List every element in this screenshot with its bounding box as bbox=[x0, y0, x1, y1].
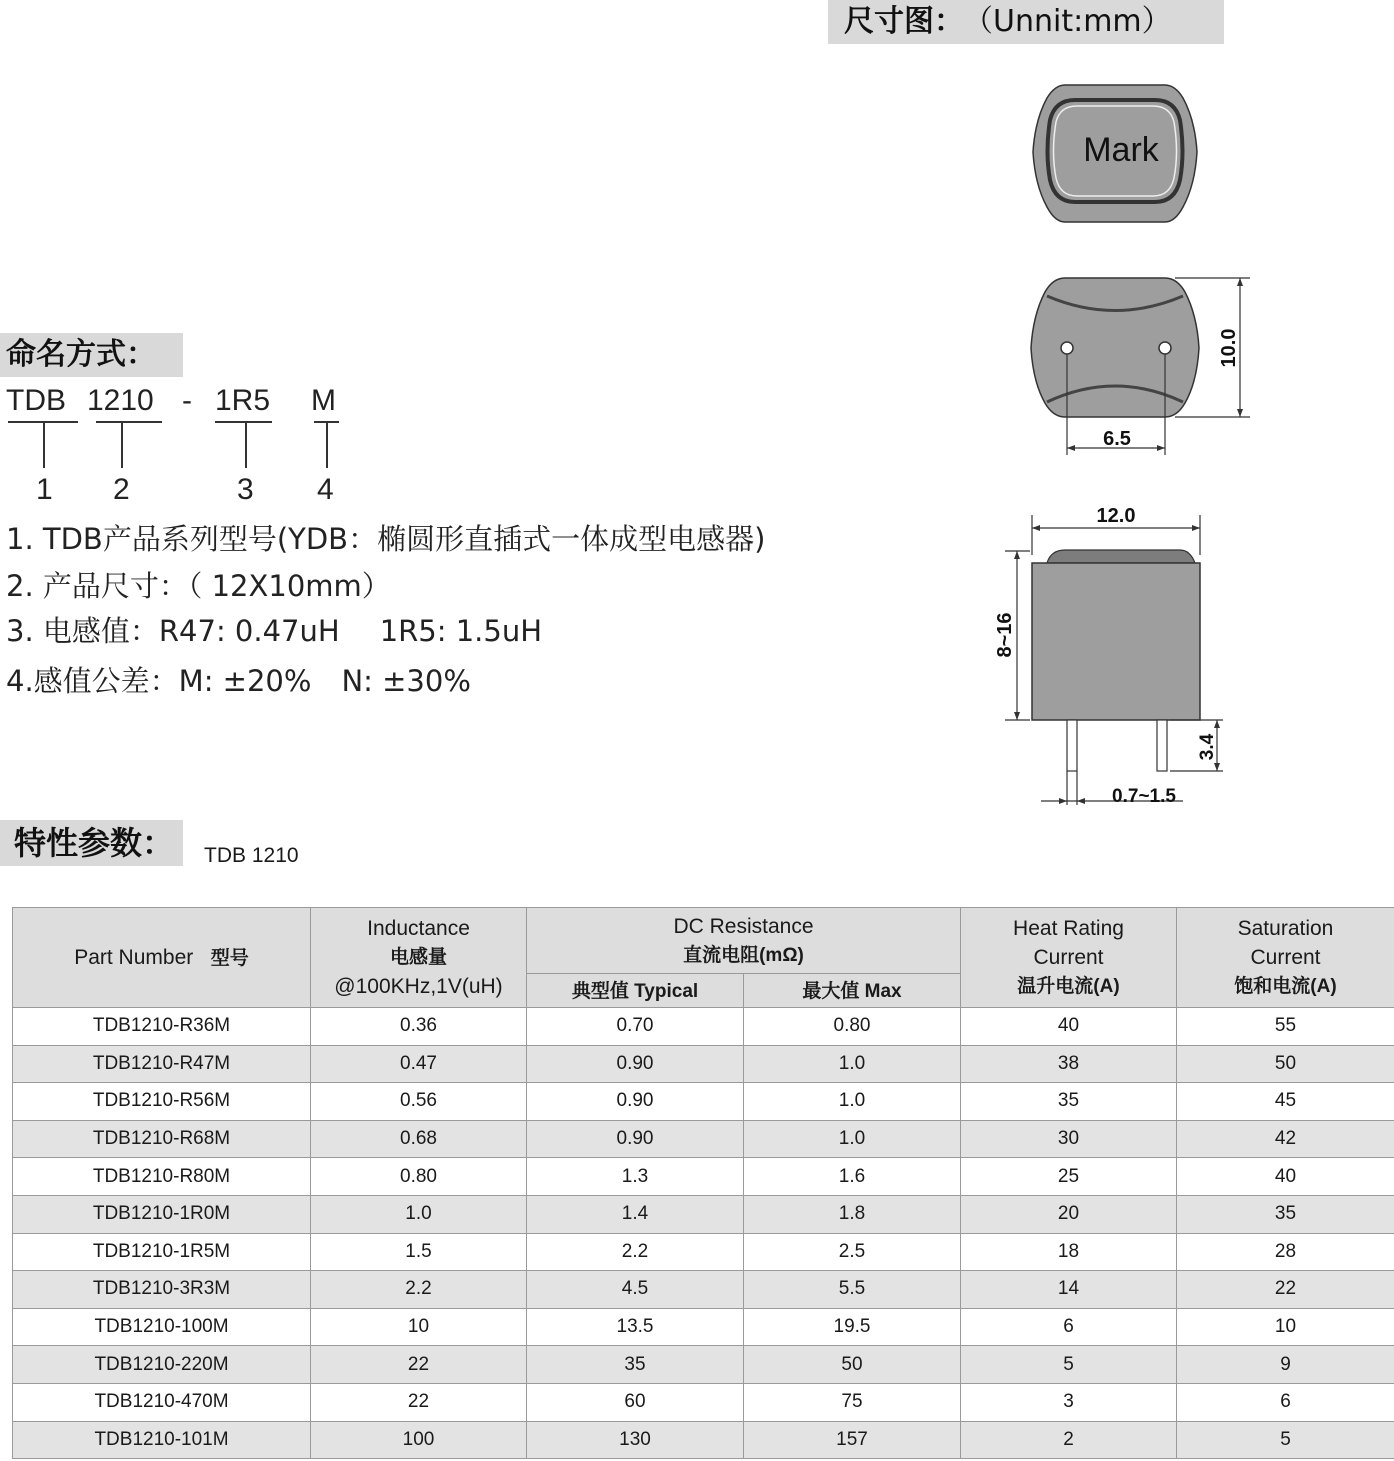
cell-dcr-typical: 4.5 bbox=[527, 1271, 744, 1309]
cell-heat-current: 2 bbox=[961, 1421, 1177, 1459]
naming-desc-3a: 3. 电感值：R47: 0.47uH bbox=[6, 614, 340, 648]
cell-part-number: TDB1210-3R3M bbox=[13, 1271, 311, 1309]
code-index-4: 4 bbox=[317, 473, 334, 506]
dimension-unit: （Unnit:mm） bbox=[978, 4, 1172, 39]
naming-desc-1: 1. TDB产品系列型号(YDB：椭圆形直插式一体成型电感器) bbox=[6, 522, 766, 556]
naming-header: 命名方式： bbox=[0, 333, 183, 377]
cell-dcr-max: 5.5 bbox=[744, 1271, 961, 1309]
col-heat-cn: 温升电流(A) bbox=[1017, 976, 1120, 997]
pin-spacing-value: 6.5 bbox=[1103, 428, 1131, 450]
spec-table-body bbox=[13, 1008, 1394, 1459]
col-inductance-cond: @100KHz,1V(uH) bbox=[334, 975, 503, 998]
cell-part-number: TDB1210-101M bbox=[13, 1421, 311, 1459]
cell-inductance: 10 bbox=[311, 1308, 527, 1346]
cell-dcr-typical: 13.5 bbox=[527, 1308, 744, 1346]
side-view-cap bbox=[1047, 550, 1195, 563]
col-part-number bbox=[13, 908, 311, 1008]
dimension-drawing-header bbox=[828, 0, 1224, 44]
col-saturation bbox=[1177, 908, 1394, 1008]
side-view-pin-left bbox=[1067, 720, 1077, 771]
table-row bbox=[13, 1045, 1394, 1083]
cell-heat-current: 18 bbox=[961, 1233, 1177, 1271]
naming-desc-4a: 4.感值公差：M: ±20% bbox=[6, 664, 312, 698]
cell-heat-current: 3 bbox=[961, 1383, 1177, 1421]
height-value: 10.0 bbox=[1218, 328, 1240, 368]
cell-saturation-current: 42 bbox=[1177, 1120, 1394, 1158]
side-view-pin-right bbox=[1157, 720, 1167, 771]
col-dcr-en: DC Resistance bbox=[673, 914, 814, 938]
cell-part-number: TDB1210-470M bbox=[13, 1383, 311, 1421]
cell-dcr-max: 1.0 bbox=[744, 1045, 961, 1083]
cell-inductance: 1.0 bbox=[311, 1195, 527, 1233]
table-row bbox=[13, 1195, 1394, 1233]
table-row bbox=[13, 1083, 1394, 1121]
cell-saturation-current: 9 bbox=[1177, 1346, 1394, 1384]
col-sat-en2: Current bbox=[1250, 946, 1321, 969]
col-part-number-en: Part Number bbox=[74, 945, 194, 969]
pin-hole-left bbox=[1061, 342, 1073, 354]
bottom-view-drawing bbox=[1025, 270, 1285, 470]
cell-dcr-typical: 0.90 bbox=[527, 1045, 744, 1083]
col-dcr-typical-label: 典型值 Typical bbox=[571, 980, 699, 1002]
body-height-value: 8~16 bbox=[994, 612, 1016, 658]
col-dc-resistance bbox=[527, 908, 961, 974]
col-heat-en2: Current bbox=[1033, 946, 1104, 969]
col-dcr-typical bbox=[527, 974, 744, 1008]
col-heat-en1: Heat Rating bbox=[1013, 917, 1124, 940]
naming-desc-2: 2. 产品尺寸：（ 12X10mm） bbox=[6, 569, 391, 603]
width-value: 12.0 bbox=[1096, 505, 1136, 527]
naming-desc-4b: N: ±30% bbox=[341, 664, 471, 698]
table-row bbox=[13, 1233, 1394, 1271]
col-sat-cn: 饱和电流(A) bbox=[1234, 976, 1337, 997]
table-row bbox=[13, 1421, 1394, 1459]
cell-inductance: 1.5 bbox=[311, 1233, 527, 1271]
col-sat-en1: Saturation bbox=[1237, 917, 1334, 940]
pin-hole-right bbox=[1159, 342, 1171, 354]
dimension-title: 尺寸图： bbox=[844, 4, 964, 39]
naming-desc-4 bbox=[6, 659, 471, 700]
cell-saturation-current: 22 bbox=[1177, 1271, 1394, 1309]
pin-diameter-value: 0.7~1.5 bbox=[1112, 786, 1176, 807]
code-index-1: 1 bbox=[36, 473, 53, 506]
col-inductance-en: Inductance bbox=[367, 917, 470, 940]
code-separator: - bbox=[182, 384, 192, 417]
cell-inductance: 0.47 bbox=[311, 1045, 527, 1083]
cell-dcr-typical: 2.2 bbox=[527, 1233, 744, 1271]
cell-dcr-max: 1.0 bbox=[744, 1083, 961, 1121]
cell-saturation-current: 50 bbox=[1177, 1045, 1394, 1083]
cell-dcr-max: 1.8 bbox=[744, 1195, 961, 1233]
table-row bbox=[13, 1158, 1394, 1196]
cell-heat-current: 14 bbox=[961, 1271, 1177, 1309]
series-label: TDB 1210 bbox=[204, 844, 299, 867]
code-index-2: 2 bbox=[113, 473, 130, 506]
cell-dcr-typical: 0.90 bbox=[527, 1120, 744, 1158]
cell-part-number: TDB1210-100M bbox=[13, 1308, 311, 1346]
code-index-3: 3 bbox=[237, 473, 254, 506]
table-row bbox=[13, 1346, 1394, 1384]
col-dcr-max-label: 最大值 Max bbox=[802, 980, 902, 1002]
cell-inductance: 100 bbox=[311, 1421, 527, 1459]
cell-heat-current: 35 bbox=[961, 1083, 1177, 1121]
mark-label: Mark bbox=[1083, 131, 1159, 169]
table-row bbox=[13, 1383, 1394, 1421]
cell-inductance: 22 bbox=[311, 1346, 527, 1384]
col-inductance-cn: 电感量 bbox=[389, 947, 447, 968]
table-row bbox=[13, 1120, 1394, 1158]
cell-part-number: TDB1210-1R0M bbox=[13, 1195, 311, 1233]
cell-part-number: TDB1210-R80M bbox=[13, 1158, 311, 1196]
cell-dcr-max: 50 bbox=[744, 1346, 961, 1384]
cell-dcr-typical: 0.70 bbox=[527, 1008, 744, 1046]
spec-header: 特性参数： bbox=[0, 820, 183, 866]
code-size: 1210 bbox=[87, 384, 154, 417]
top-view-drawing bbox=[1025, 80, 1205, 230]
cell-saturation-current: 28 bbox=[1177, 1233, 1394, 1271]
cell-inductance: 22 bbox=[311, 1383, 527, 1421]
cell-saturation-current: 35 bbox=[1177, 1195, 1394, 1233]
cell-dcr-typical: 1.3 bbox=[527, 1158, 744, 1196]
cell-dcr-max: 19.5 bbox=[744, 1308, 961, 1346]
cell-heat-current: 6 bbox=[961, 1308, 1177, 1346]
cell-dcr-max: 75 bbox=[744, 1383, 961, 1421]
cell-heat-current: 20 bbox=[961, 1195, 1177, 1233]
cell-part-number: TDB1210-R56M bbox=[13, 1083, 311, 1121]
side-view-drawing bbox=[985, 495, 1245, 820]
code-inductance-leader bbox=[245, 423, 247, 468]
code-series: TDB bbox=[6, 384, 66, 417]
col-inductance bbox=[311, 908, 527, 1008]
cell-dcr-typical: 1.4 bbox=[527, 1195, 744, 1233]
cell-part-number: TDB1210-R36M bbox=[13, 1008, 311, 1046]
cell-heat-current: 5 bbox=[961, 1346, 1177, 1384]
cell-saturation-current: 45 bbox=[1177, 1083, 1394, 1121]
cell-heat-current: 25 bbox=[961, 1158, 1177, 1196]
cell-heat-current: 40 bbox=[961, 1008, 1177, 1046]
cell-inductance: 0.68 bbox=[311, 1120, 527, 1158]
col-heat-rating bbox=[961, 908, 1177, 1008]
cell-dcr-typical: 130 bbox=[527, 1421, 744, 1459]
col-dcr-cn: 直流电阻(mΩ) bbox=[683, 944, 804, 966]
code-series-leader bbox=[43, 423, 45, 468]
table-row bbox=[13, 1008, 1394, 1046]
cell-dcr-typical: 35 bbox=[527, 1346, 744, 1384]
code-inductance: 1R5 bbox=[215, 384, 271, 417]
cell-part-number: TDB1210-R47M bbox=[13, 1045, 311, 1083]
table-row bbox=[13, 1271, 1394, 1309]
cell-saturation-current: 10 bbox=[1177, 1308, 1394, 1346]
side-view-body bbox=[1032, 563, 1200, 720]
naming-desc-3 bbox=[6, 609, 542, 650]
cell-dcr-max: 2.5 bbox=[744, 1233, 961, 1271]
code-tolerance-leader bbox=[326, 423, 328, 468]
cell-saturation-current: 40 bbox=[1177, 1158, 1394, 1196]
cell-dcr-max: 0.80 bbox=[744, 1008, 961, 1046]
spec-table bbox=[12, 907, 1394, 1459]
pin-length-value: 3.4 bbox=[1197, 733, 1218, 761]
code-size-underline bbox=[96, 421, 162, 423]
cell-heat-current: 38 bbox=[961, 1045, 1177, 1083]
code-size-leader bbox=[121, 423, 123, 468]
table-row bbox=[13, 1308, 1394, 1346]
cell-inductance: 2.2 bbox=[311, 1271, 527, 1309]
cell-dcr-max: 157 bbox=[744, 1421, 961, 1459]
cell-inductance: 0.80 bbox=[311, 1158, 527, 1196]
col-dcr-max bbox=[744, 974, 961, 1008]
col-part-number-cn: 型号 bbox=[210, 947, 249, 969]
cell-dcr-max: 1.6 bbox=[744, 1158, 961, 1196]
cell-inductance: 0.56 bbox=[311, 1083, 527, 1121]
cell-saturation-current: 6 bbox=[1177, 1383, 1394, 1421]
cell-part-number: TDB1210-220M bbox=[13, 1346, 311, 1384]
cell-dcr-typical: 0.90 bbox=[527, 1083, 744, 1121]
code-inductance-underline bbox=[215, 421, 272, 423]
cell-saturation-current: 55 bbox=[1177, 1008, 1394, 1046]
cell-saturation-current: 5 bbox=[1177, 1421, 1394, 1459]
naming-desc-3b: 1R5: 1.5uH bbox=[379, 614, 543, 648]
cell-dcr-max: 1.0 bbox=[744, 1120, 961, 1158]
cell-inductance: 0.36 bbox=[311, 1008, 527, 1046]
cell-part-number: TDB1210-R68M bbox=[13, 1120, 311, 1158]
cell-part-number: TDB1210-1R5M bbox=[13, 1233, 311, 1271]
cell-heat-current: 30 bbox=[961, 1120, 1177, 1158]
code-tolerance: M bbox=[311, 384, 336, 417]
cell-dcr-typical: 60 bbox=[527, 1383, 744, 1421]
